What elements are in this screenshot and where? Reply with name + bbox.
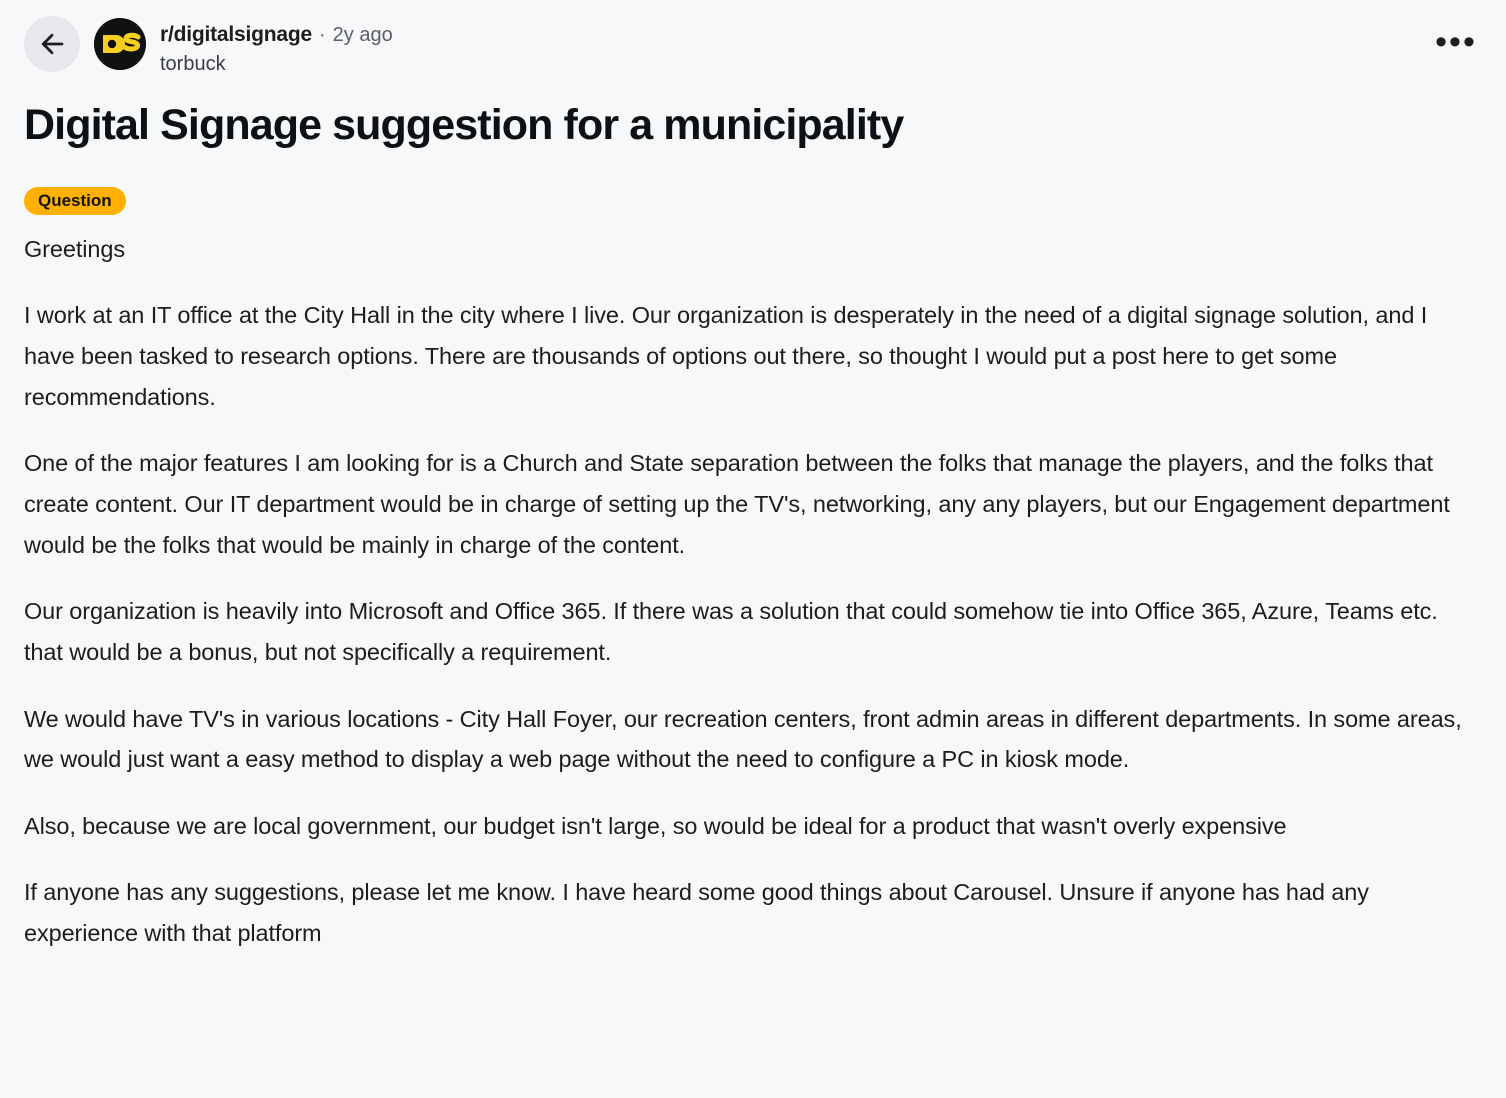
- post-meta-line: [160, 22, 1416, 47]
- post-paragraph: Our organization is heavily into Microsoft and Office 365. If there was a solution that could somehow tie into Office 365, Azure, Teams etc. that would be a bonus, but not specifically a requirement.: [24, 598, 1438, 665]
- flair-row: [24, 187, 1482, 215]
- post-paragraph: If anyone has any suggestions, please let me know. I have heard some good things about Carousel. Unsure if anyone has had any experience with that platform: [24, 879, 1369, 947]
- post-author[interactable]: torbuck: [160, 53, 226, 76]
- meta-separator: ·: [319, 24, 326, 46]
- post-paragraph: I work at an IT office at the City Hall in the city where I live. Our organization is desperately in the need of a digital signage solution, and I have been tasked to research options. There are thousands of options out there, so thought I would put a post here to get some recommendations.: [24, 302, 1428, 410]
- subreddit-link[interactable]: r/digitalsignage: [160, 23, 312, 46]
- post-header: [24, 14, 1482, 82]
- post-paragraph: Also, because we are local government, our budget isn't large, so would be ideal for a product that wasn't overly expensive: [24, 812, 1287, 839]
- post-paragraph: Greetings: [24, 235, 125, 262]
- post-meta: [160, 14, 1416, 76]
- post-paragraph: One of the major features I am looking for is a Church and State separation between the folks that manage the players, and the folks that create content. Our IT department would be in charge of setting up the TV's, networking, any any players, but our Engagement department would be the folks that would be mainly in charge of the content.: [24, 450, 1450, 558]
- arrow-left-icon: [37, 29, 67, 59]
- ds-logo-icon: [94, 18, 146, 70]
- more-options-button[interactable]: [1430, 16, 1482, 68]
- subreddit-avatar[interactable]: [94, 18, 146, 70]
- post-flair-question[interactable]: Question: [24, 187, 126, 215]
- post-body: [24, 229, 1482, 954]
- post-paragraph: We would have TV's in various locations - City Hall Foyer, our recreation centers, front admin areas in different departments. In some areas, we would just want a easy method to display a web page without the need to configure a PC in kiosk mode.: [24, 705, 1462, 773]
- post-timestamp: 2y ago: [332, 24, 393, 46]
- back-button[interactable]: [24, 16, 80, 72]
- post-title: Digital Signage suggestion for a municipality: [24, 101, 904, 149]
- ellipsis-icon: •••: [1435, 23, 1477, 61]
